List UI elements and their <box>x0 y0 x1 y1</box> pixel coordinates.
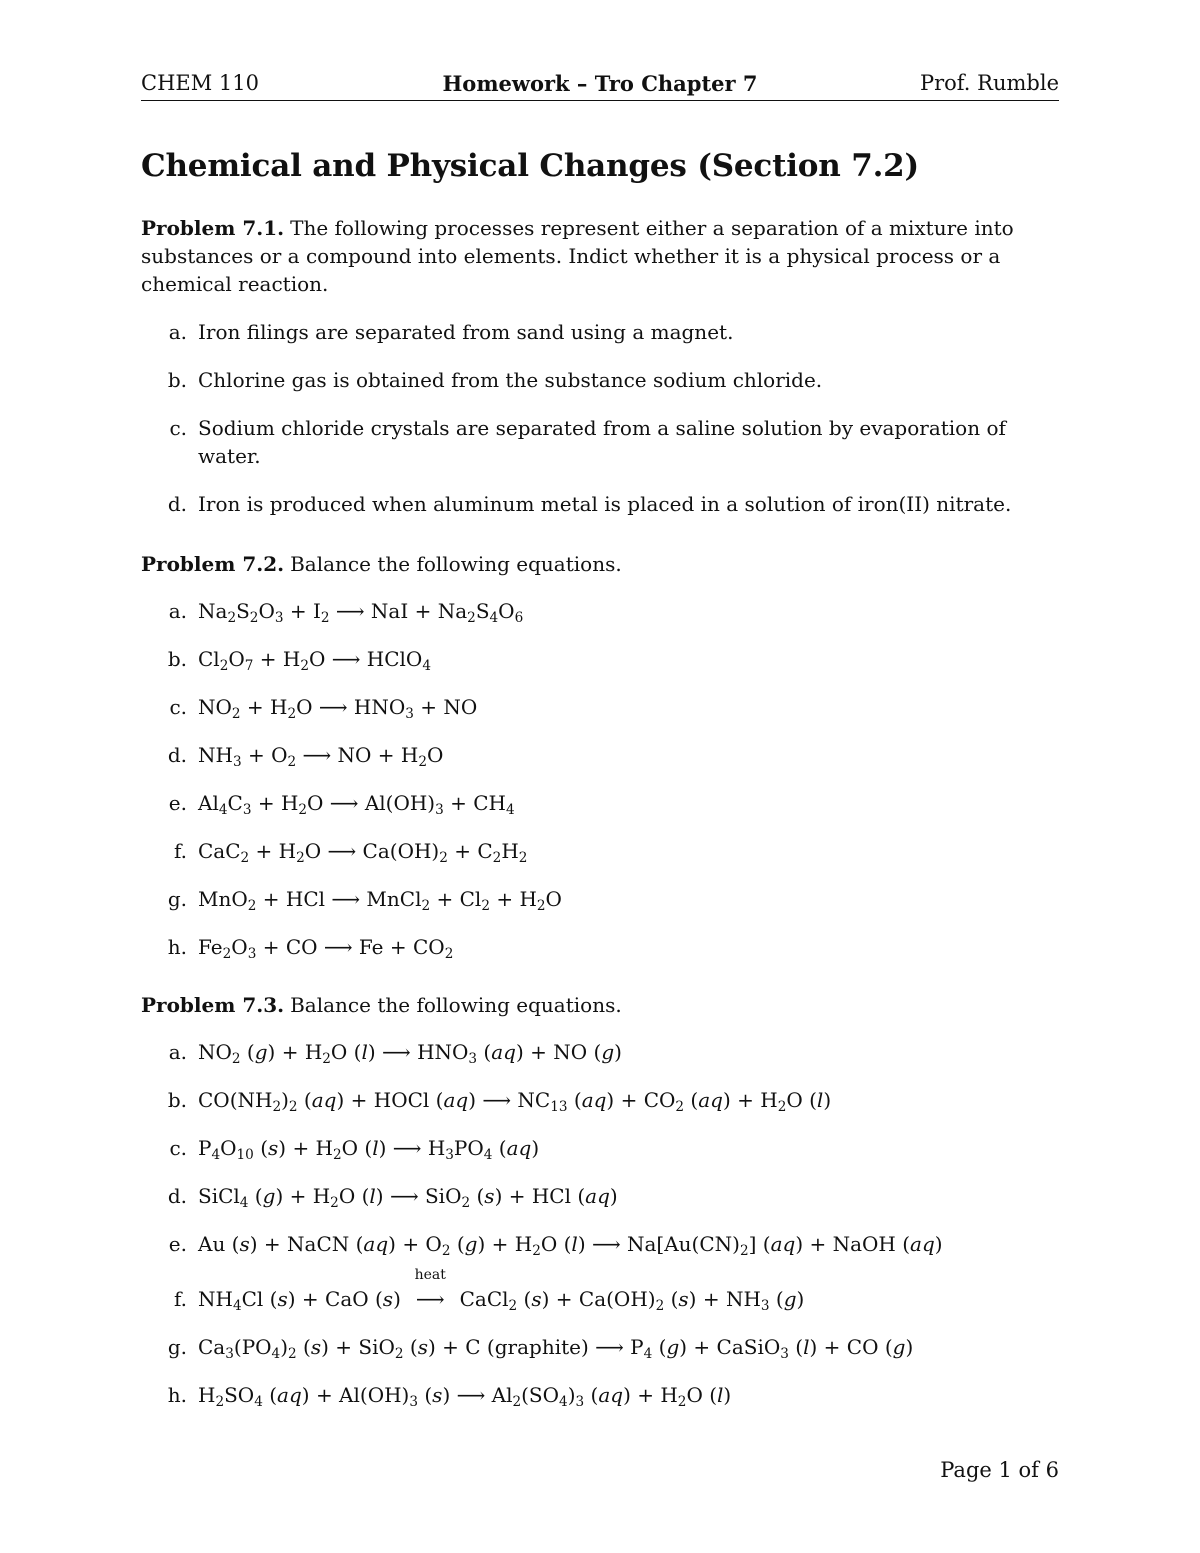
problem-7-3 <box>141 991 1059 1019</box>
equation-item <box>141 1182 1059 1210</box>
equation-item <box>141 741 1059 769</box>
item-marker: b. <box>167 1088 187 1112</box>
equation-item <box>141 1230 1059 1258</box>
equation-item <box>141 1333 1059 1361</box>
equation-item <box>141 1134 1059 1162</box>
item-marker: g. <box>167 887 187 911</box>
equation: $Ca_3(PO_4)_2$ (s) + SiO$_2$ (s) + C (graphite) ⟶ $P_4$ (g) + CaSiO$_3$ (l) + CO (g) <box>198 1335 914 1362</box>
list-item: b. Chlorine gas is obtained from the substance sodium chloride. <box>167 368 823 392</box>
instructor-name: Prof. Rumble <box>919 71 1059 95</box>
equation-item <box>141 1381 1059 1409</box>
equation: $Cl_2O_7 + H_2O$ ⟶ HClO$_4$ <box>198 647 431 674</box>
problem-text: Balance the following equations. <box>290 552 622 576</box>
problem-text: Balance the following equations. <box>290 993 622 1017</box>
section-title: Chemical and Physical Changes (Section 7.2) <box>141 148 919 184</box>
item-marker: a. <box>168 1040 187 1064</box>
equation: $CO(NH_2)_2$ (aq) + HOCl (aq) ⟶ $NC_{13}$ $(aq) + CO_2$ $(aq) + H_2O$ (l) <box>198 1088 832 1115</box>
equation: $P_4O_{10}$ $(s) + H_2O$ (l) ⟶ $H_3PO_4$ (aq) <box>198 1136 540 1163</box>
page-number: Page 1 of 6 <box>940 1458 1059 1482</box>
item-marker: d. <box>167 743 187 767</box>
item-marker: h. <box>167 935 187 959</box>
equation: Au (s) + NaCN $(aq) + O_2$ $(g) + H_2O$ (l) ⟶ $Na[Au(CN)_2] (aq)$ + NaOH (aq) <box>198 1232 943 1259</box>
problem-7-3-items <box>141 1038 1059 1409</box>
equation: $NH_4Cl$ (s) + CaO (s) heat ⟶ CaCl$_2$ $(s) + Ca(OH)_2$ $(s) + NH_3$ (g) <box>198 1267 805 1314</box>
equation: MnO$_2$ + HCl ⟶ MnCl$_2$ + $Cl_2 + H_2O$ <box>198 887 562 914</box>
course-name: CHEM 110 <box>141 71 259 95</box>
item-marker: c. <box>169 695 187 719</box>
equation: SiCl$_4$ $(g) + H_2O$ (l) ⟶ SiO$_2$ (s) + HCl (aq) <box>198 1184 618 1211</box>
item-marker: e. <box>168 791 187 815</box>
equation-item <box>141 933 1059 961</box>
problem-7-1 <box>141 214 1059 298</box>
item-marker: a. <box>168 599 187 623</box>
equation-item <box>141 1086 1059 1114</box>
item-marker: c. <box>169 1136 187 1160</box>
list-item: c. Sodium chloride crystals are separated from a saline solution by evaporation of water. <box>169 416 1006 468</box>
equation-item <box>141 645 1059 673</box>
heat-arrow-icon: heat ⟶ <box>414 1267 446 1311</box>
problem-7-2-items <box>141 597 1059 961</box>
equation-item <box>141 1038 1059 1066</box>
item-marker: h. <box>167 1383 187 1407</box>
problem-text: The following processes represent either a separation of a mixture into substances or a compound into elements. Indict whether it is a physical process or a chemical reaction. <box>141 216 1014 296</box>
equation-item <box>141 597 1059 625</box>
equation-item <box>141 885 1059 913</box>
equation: $H_2SO_4$ $(aq) + Al(OH)_3$ (s) ⟶ $Al_2(SO_4)_3$ $(aq) + H_2O$ (l) <box>198 1383 732 1410</box>
equation: $Na_2S_2O_3 + I_2$ ⟶ NaI + $Na_2S_4O_6$ <box>198 599 524 626</box>
item-marker: e. <box>168 1232 187 1256</box>
problem-label: Problem 7.2. <box>141 552 285 576</box>
list-item: a. Iron filings are separated from sand using a magnet. <box>168 320 734 344</box>
equation: $NH_3 + O_2$ ⟶ NO + $H_2O$ <box>198 743 444 770</box>
equation: $Al_4C_3 + H_2O$ ⟶ $Al(OH)_3 + CH_4$ <box>198 791 515 818</box>
equation-item <box>141 789 1059 817</box>
item-marker: b. <box>167 647 187 671</box>
equation: $Fe_2O_3$ + CO ⟶ $Fe + CO_2$ <box>198 935 454 962</box>
equation-item <box>141 837 1059 865</box>
equation-item <box>141 1267 1059 1314</box>
equation: $NO_2$ $(g) + H_2O$ (l) ⟶ $HNO_3$ (aq) + NO (g) <box>198 1040 622 1067</box>
item-marker: g. <box>167 1335 187 1359</box>
item-marker: f. <box>173 839 187 863</box>
problem-7-1-items <box>141 318 1059 518</box>
problem-label: Problem 7.1. <box>141 216 285 240</box>
page-header <box>141 70 1059 101</box>
problem-7-2 <box>141 550 1059 578</box>
equation: $CaC_2 + H_2O$ ⟶ $Ca(OH)_2 + C_2H_2$ <box>198 839 528 866</box>
homework-title: Homework – Tro Chapter 7 <box>442 71 758 96</box>
equation: $NO_2 + H_2O$ ⟶ $HNO_3$ + NO <box>198 695 478 722</box>
item-marker: d. <box>167 1184 187 1208</box>
item-marker: f. <box>173 1287 187 1311</box>
problem-label: Problem 7.3. <box>141 993 285 1017</box>
equation-item <box>141 693 1059 721</box>
list-item: d. Iron is produced when aluminum metal is placed in a solution of iron(II) nitrate. <box>167 492 1012 516</box>
